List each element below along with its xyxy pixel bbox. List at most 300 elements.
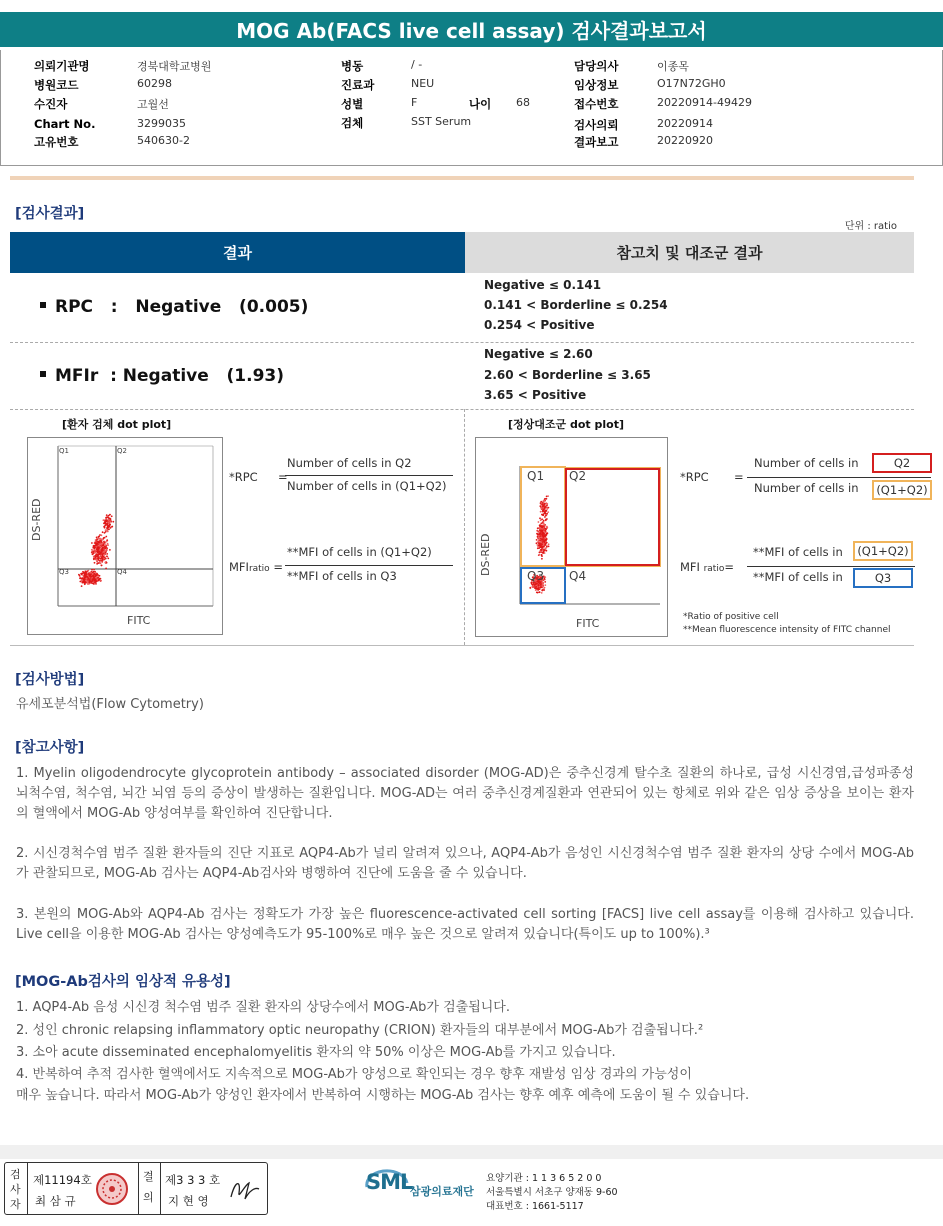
- confirmer-number: 제3 3 3 호: [165, 1173, 221, 1187]
- event-dot: [87, 583, 89, 585]
- utility-item: 4. 반복하여 추적 검사한 혈액에서도 지속적으로 MOG-Ab가 양성으로 확인되는 경우 향후 재발성 임상 경과의 가능성이: [16, 1067, 692, 1082]
- event-dot: [89, 581, 91, 583]
- event-dot: [545, 519, 547, 521]
- event-dot: [91, 551, 93, 553]
- q1-control-label: Q1: [527, 469, 545, 483]
- event-dot: [103, 537, 105, 539]
- unique-label: 고유번호: [34, 135, 79, 149]
- event-dot: [93, 547, 95, 549]
- event-dot: [100, 552, 102, 554]
- q2-control-label: Q2: [569, 469, 587, 483]
- event-dot: [101, 556, 103, 558]
- event-dot: [543, 535, 545, 537]
- event-dot: [538, 588, 540, 590]
- event-dot: [543, 589, 545, 591]
- event-dot: [538, 547, 540, 549]
- rpc-result-text: RPC : Negative (0.005): [55, 297, 309, 317]
- doctor-value: 이종목: [657, 60, 689, 73]
- event-dot: [91, 542, 93, 544]
- org-phone: 대표번호 : 1661-5117: [486, 1201, 584, 1212]
- event-dot: [540, 549, 542, 551]
- report-title: MOG Ab(FACS live cell assay) 검사결과보고서: [0, 12, 943, 47]
- note-rpc: *Ratio of positive cell: [683, 612, 779, 622]
- note-paragraph-3: 3. 본원의 MOG-Ab와 AQP4-Ab 검사는 정확도가 가장 높은 fluorescence-activated cell sorting [FACS] live cell assay를 이용해 검사하고 있습니다. Live cell을 이용한 MOG-Ab 검사는 양성예측도가 95-100%로 매우 높은 것으로 알려져 있습니다(특이도 up to 100%).³: [16, 907, 914, 942]
- event-dot: [93, 575, 95, 577]
- event-dot: [106, 539, 108, 541]
- event-dot: [91, 581, 93, 583]
- report-value: 20220920: [657, 134, 713, 147]
- event-dot: [100, 555, 102, 557]
- event-dot: [547, 511, 549, 513]
- control-mfi-label: MFI ratio=: [680, 560, 734, 574]
- method-section-title: [검사방법]: [15, 672, 85, 688]
- event-dot: [539, 552, 541, 554]
- sex-label: 성별: [341, 97, 364, 111]
- event-dot: [104, 523, 106, 525]
- patient-scatter: [28, 438, 222, 634]
- event-dot: [111, 515, 113, 517]
- event-dot: [109, 549, 111, 551]
- event-dot: [102, 531, 104, 533]
- event-dot: [97, 558, 99, 560]
- event-dot: [541, 533, 543, 535]
- x-axis-label-control: FITC: [576, 617, 600, 630]
- event-dot: [103, 541, 105, 543]
- event-dot: [106, 520, 108, 522]
- event-dot: [542, 523, 544, 525]
- hospital-code-label: 병원코드: [34, 78, 79, 92]
- event-dot: [87, 570, 89, 572]
- q4-patient: Q4: [117, 568, 127, 576]
- event-dot: [107, 558, 109, 560]
- event-dot: [104, 532, 106, 534]
- fraction-line: [285, 565, 453, 566]
- x-axis-label-patient: FITC: [127, 614, 151, 627]
- event-dot: [542, 585, 544, 587]
- signature-icon: [227, 1173, 263, 1205]
- mfi-numerator: **MFI of cells in (Q1+Q2): [287, 545, 432, 559]
- event-dot: [103, 519, 105, 521]
- event-dot: [81, 585, 83, 587]
- event-dot: [84, 570, 86, 572]
- fraction-line: [747, 566, 915, 567]
- note-paragraph-1: 1. Myelin oligodendrocyte glycoprotein antibody – associated disorder (MOG-AD)은 중추신경계 탈수초 질환의 하나로, 급성 시신경염,급성파종성 뇌척수염, 척수염, 뇌간 뇌염 등의 증상이 발생하는 질환입니다. MOG-AD는 여러 중추신경계질환과 연관되어 있는 항체로 위와 같은 임상 증상을 보이는 환자의 혈액에서 MOG-Ab 양성여부를 확인하여 진단합니다.: [16, 766, 914, 821]
- sml-logo: SML: [366, 1170, 413, 1194]
- recipient-label: 수진자: [34, 97, 68, 111]
- patient-dot-plot: [27, 437, 223, 635]
- row-divider: [10, 409, 914, 410]
- receipt-label: 접수번호: [574, 97, 619, 111]
- event-dot: [542, 540, 544, 542]
- request-value: 20220914: [657, 117, 713, 130]
- event-dot: [546, 526, 548, 528]
- event-dot: [98, 541, 100, 543]
- event-dot: [94, 549, 96, 551]
- mfi-denominator: **MFI of cells in Q3: [287, 569, 397, 583]
- event-dot: [544, 584, 546, 586]
- event-dot: [544, 498, 546, 500]
- event-dot: [95, 579, 97, 581]
- event-dot: [105, 568, 107, 570]
- event-dot: [100, 540, 102, 542]
- examiner-name: 최 삼 규: [35, 1194, 76, 1208]
- q3-control-label: Q3: [527, 569, 545, 583]
- event-dot: [79, 577, 81, 579]
- event-dot: [106, 555, 108, 557]
- control-mfi-numerator: **MFI of cells in: [753, 545, 843, 559]
- unit-label: 단위 : ratio: [844, 221, 897, 232]
- event-dot: [92, 553, 94, 555]
- event-dot: [543, 530, 545, 532]
- q4-control-label: Q4: [569, 569, 587, 583]
- org-address: 서울특별시 서초구 양재동 9-60: [486, 1187, 618, 1198]
- event-dot: [101, 534, 103, 536]
- event-dot: [104, 550, 106, 552]
- mfir-ref-1: Negative ≤ 2.60: [484, 347, 593, 361]
- q1q2-box: (Q1+Q2): [872, 480, 932, 500]
- event-dot: [540, 511, 542, 513]
- y-axis-label-patient: DS-RED: [30, 498, 43, 541]
- rpc-ref-1: Negative ≤ 0.141: [484, 278, 602, 292]
- event-dot: [543, 520, 545, 522]
- event-dot: [110, 527, 112, 529]
- patient-info: [0, 50, 943, 166]
- event-dot: [543, 549, 545, 551]
- event-dot: [95, 556, 97, 558]
- event-dot: [545, 510, 547, 512]
- event-dot: [541, 592, 543, 594]
- sex-value: F: [411, 96, 418, 109]
- event-dot: [95, 572, 97, 574]
- org-name: 삼광의료재단: [410, 1185, 474, 1198]
- event-dot: [85, 576, 87, 578]
- event-dot: [90, 572, 92, 574]
- event-dot: [109, 526, 111, 528]
- utility-item: 매우 높습니다. 따라서 MOG-Ab가 양성인 환자에서 반복하여 시행하는 MOG-Ab 검사는 향후 예후 예측에 도움이 될 수 있습니다.: [16, 1088, 750, 1103]
- event-dot: [94, 562, 96, 564]
- event-dot: [81, 579, 83, 581]
- event-dot: [536, 583, 538, 585]
- seal-icon: [95, 1172, 129, 1206]
- event-dot: [84, 583, 86, 585]
- event-dot: [90, 574, 92, 576]
- q2-patient-label: Q2: [117, 447, 127, 455]
- event-dot: [547, 495, 549, 497]
- org-code: 요양기관 : 1 1 3 6 5 2 0 0: [486, 1173, 602, 1184]
- q3-box: Q3: [853, 568, 913, 588]
- bullet-icon: [40, 302, 46, 308]
- event-dot: [99, 578, 101, 580]
- notes-section-title: [참고사항]: [15, 740, 85, 756]
- age-label: 나이: [469, 97, 492, 111]
- event-dot: [537, 530, 539, 532]
- recipient-value: 고월선: [137, 98, 169, 111]
- event-dot: [537, 589, 539, 591]
- event-dot: [84, 573, 86, 575]
- chart-label: Chart No.: [34, 117, 96, 131]
- event-dot: [100, 538, 102, 540]
- q1q2-box-mfi: (Q1+Q2): [853, 541, 913, 561]
- event-dot: [545, 548, 547, 550]
- age-value: 68: [516, 96, 530, 109]
- section-divider: [10, 176, 914, 180]
- event-dot: [535, 589, 537, 591]
- event-dot: [543, 546, 545, 548]
- event-dot: [107, 543, 109, 545]
- utility-section-title: [MOG-Ab검사의 임상적 유용성]: [15, 974, 231, 990]
- footer-band: [0, 1145, 943, 1159]
- event-dot: [91, 569, 93, 571]
- event-dot: [548, 543, 550, 545]
- event-dot: [95, 559, 97, 561]
- event-dot: [109, 520, 111, 522]
- event-dot: [534, 587, 536, 589]
- mfir-ref-3: 3.65 < Positive: [484, 388, 587, 402]
- event-dot: [106, 514, 108, 516]
- control-rpc-label: *RPC: [680, 470, 709, 484]
- event-dot: [531, 584, 533, 586]
- event-dot: [93, 569, 95, 571]
- event-dot: [81, 574, 83, 576]
- event-dot: [543, 500, 545, 502]
- method-text: 유세포분석법(Flow Cytometry): [16, 697, 204, 712]
- reference-column-header: 참고치 및 대조군 결과: [465, 232, 914, 273]
- clinical-label: 임상정보: [574, 78, 619, 92]
- q1-patient-label: Q1: [59, 447, 69, 455]
- event-dot: [540, 535, 542, 537]
- utility-item: 1. AQP4-Ab 음성 시신경 척수염 범주 질환 환자의 상당수에서 MOG-Ab가 검출됩니다.: [16, 1000, 510, 1015]
- event-dot: [544, 587, 546, 589]
- event-dot: [536, 539, 538, 541]
- event-dot: [545, 540, 547, 542]
- event-dot: [539, 505, 541, 507]
- event-dot: [93, 578, 95, 580]
- event-dot: [99, 575, 101, 577]
- mfir-ref-2: 2.60 < Borderline ≤ 3.65: [484, 368, 651, 382]
- event-dot: [544, 544, 546, 546]
- clinical-value: O17N72GH0: [657, 77, 726, 90]
- event-dot: [98, 548, 100, 550]
- patient-plot-title: [환자 검체 dot plot]: [62, 418, 172, 431]
- event-dot: [546, 508, 548, 510]
- event-dot: [536, 592, 538, 594]
- event-dot: [544, 503, 546, 505]
- event-dot: [111, 526, 113, 528]
- event-dot: [97, 556, 99, 558]
- event-dot: [542, 509, 544, 511]
- dept-label: 진료과: [341, 78, 375, 92]
- control-rpc-numerator: Number of cells in: [754, 456, 859, 470]
- event-dot: [540, 519, 542, 521]
- event-dot: [104, 556, 106, 558]
- event-dot: [101, 565, 103, 567]
- event-dot: [102, 549, 104, 551]
- event-dot: [529, 587, 531, 589]
- event-dot: [105, 541, 107, 543]
- event-dot: [107, 531, 109, 533]
- event-dot: [542, 503, 544, 505]
- event-dot: [103, 546, 105, 548]
- event-dot: [546, 496, 548, 498]
- row-divider: [10, 645, 914, 646]
- event-dot: [99, 543, 101, 545]
- ward-value: / -: [411, 58, 423, 71]
- event-dot: [105, 524, 107, 526]
- event-dot: [108, 515, 110, 517]
- bullet-icon: [40, 371, 46, 377]
- event-dot: [541, 590, 543, 592]
- event-dot: [546, 533, 548, 535]
- control-mfi-denominator: **MFI of cells in: [753, 570, 843, 584]
- event-dot: [541, 539, 543, 541]
- event-dot: [102, 545, 104, 547]
- mfir-result: [40, 366, 284, 386]
- event-dot: [546, 550, 548, 552]
- dept-value: NEU: [411, 77, 435, 90]
- event-dot: [546, 506, 548, 508]
- event-dot: [541, 527, 543, 529]
- signature-box: 검 사 자 제11194호 최 삼 규 결 의 제3 3 3 호 지 현 영: [4, 1162, 268, 1215]
- event-dot: [96, 537, 98, 539]
- mfir-result-text: MFIr : Negative (1.93): [55, 366, 284, 386]
- fraction-line: [747, 477, 931, 478]
- event-dot: [105, 517, 107, 519]
- event-dot: [86, 580, 88, 582]
- doctor-label: 담당의사: [574, 59, 619, 73]
- event-dot: [96, 563, 98, 565]
- control-plot-title: [정상대조군 dot plot]: [508, 418, 624, 431]
- event-dot: [96, 539, 98, 541]
- specimen-value: SST Serum: [411, 115, 472, 128]
- q2-box: Q2: [872, 453, 932, 473]
- plot-divider: [464, 409, 465, 645]
- event-dot: [104, 562, 106, 564]
- event-dot: [95, 574, 97, 576]
- event-dot: [103, 554, 105, 556]
- control-rpc-denominator: Number of cells in: [754, 481, 859, 495]
- control-dot-plot: [475, 437, 668, 637]
- institution-value: 경북대학교병원: [137, 60, 212, 73]
- event-dot: [546, 503, 548, 505]
- event-dot: [105, 536, 107, 538]
- event-dot: [100, 562, 102, 564]
- fraction-line: [285, 475, 453, 476]
- note-paragraph-2: 2. 시신경척수염 범주 질환 환자들의 진단 지표로 AQP4-Ab가 널리 알려져 있으나, AQP4-Ab가 음성인 시신경척수염 범주 질환 환자의 상당 수에서 MOG-Ab가 관찰되므로, MOG-Ab 검사는 AQP4-Ab검사와 병행하여 진단에 도움을 줄 수 있습니다.: [16, 846, 914, 881]
- examiner-number: 제11194호: [33, 1173, 92, 1187]
- y-axis-label-control: DS-RED: [479, 533, 492, 576]
- receipt-value: 20220914-49429: [657, 96, 752, 109]
- event-dot: [99, 561, 101, 563]
- event-dot: [93, 558, 95, 560]
- event-dot: [539, 554, 541, 556]
- event-dot: [95, 543, 97, 545]
- event-dot: [79, 575, 81, 577]
- request-label: 검사의뢰: [574, 118, 619, 132]
- event-dot: [539, 527, 541, 529]
- event-dot: [544, 537, 546, 539]
- event-dot: [535, 586, 537, 588]
- event-dot: [546, 538, 548, 540]
- institution-label: 의뢰기관명: [34, 59, 90, 73]
- event-dot: [95, 545, 97, 547]
- utility-item: 2. 성인 chronic relapsing inflammatory optic neuropathy (CRION) 환자들의 대부분에서 MOG-Ab가 검출됩니다.²: [16, 1023, 704, 1038]
- event-dot: [546, 545, 548, 547]
- event-dot: [534, 584, 536, 586]
- event-dot: [541, 555, 543, 557]
- event-dot: [546, 513, 548, 515]
- event-dot: [540, 541, 542, 543]
- event-dot: [538, 544, 540, 546]
- event-dot: [538, 521, 540, 523]
- event-dot: [544, 581, 546, 583]
- event-dot: [545, 528, 547, 530]
- event-dot: [541, 530, 543, 532]
- event-dot: [539, 517, 541, 519]
- specimen-label: 검체: [341, 116, 364, 130]
- report-label: 결과보고: [574, 135, 619, 149]
- event-dot: [97, 574, 99, 576]
- utility-item: 3. 소아 acute disseminated encephalomyelitis 환자의 약 50% 이상은 MOG-Ab를 가지고 있습니다.: [16, 1045, 616, 1060]
- results-section-title: [검사결과]: [15, 206, 85, 222]
- event-dot: [540, 501, 542, 503]
- event-dot: [541, 547, 543, 549]
- event-dot: [539, 591, 541, 593]
- event-dot: [541, 558, 543, 560]
- event-dot: [538, 538, 540, 540]
- event-dot: [540, 583, 542, 585]
- event-dot: [544, 516, 546, 518]
- event-dot: [112, 521, 114, 523]
- control-scatter: [476, 438, 667, 636]
- event-dot: [92, 573, 94, 575]
- rpc-denominator: Number of cells in (Q1+Q2): [287, 479, 447, 493]
- event-dot: [102, 558, 104, 560]
- event-dot: [548, 546, 550, 548]
- note-mfi: **Mean fluorescence intensity of FITC channel: [683, 625, 891, 635]
- event-dot: [95, 540, 97, 542]
- event-dot: [538, 584, 540, 586]
- event-dot: [106, 553, 108, 555]
- result-column-header: 결과: [10, 232, 465, 273]
- event-dot: [89, 576, 91, 578]
- q3-patient: Q3: [59, 568, 69, 576]
- event-dot: [100, 580, 102, 582]
- event-dot: [98, 551, 100, 553]
- event-dot: [541, 507, 543, 509]
- event-dot: [96, 579, 98, 581]
- event-dot: [93, 583, 95, 585]
- rpc-ref-3: 0.254 < Positive: [484, 318, 595, 332]
- event-dot: [540, 551, 542, 553]
- rpc-numerator: Number of cells in Q2: [287, 456, 412, 470]
- event-dot: [536, 542, 538, 544]
- event-dot: [98, 536, 100, 538]
- row-divider: [10, 342, 914, 343]
- event-dot: [93, 545, 95, 547]
- chart-value: 3299035: [137, 117, 186, 130]
- event-dot: [537, 527, 539, 529]
- rpc-result: [40, 297, 308, 317]
- event-dot: [108, 518, 110, 520]
- event-dot: [83, 578, 85, 580]
- event-dot: [94, 551, 96, 553]
- event-dot: [109, 524, 111, 526]
- rpc-ref-2: 0.141 < Borderline ≤ 0.254: [484, 298, 668, 312]
- rpc-formula-label: *RPC: [229, 470, 258, 484]
- unique-value: 540630-2: [137, 134, 190, 147]
- confirmer-name: 지 현 영: [168, 1194, 209, 1208]
- event-dot: [93, 556, 95, 558]
